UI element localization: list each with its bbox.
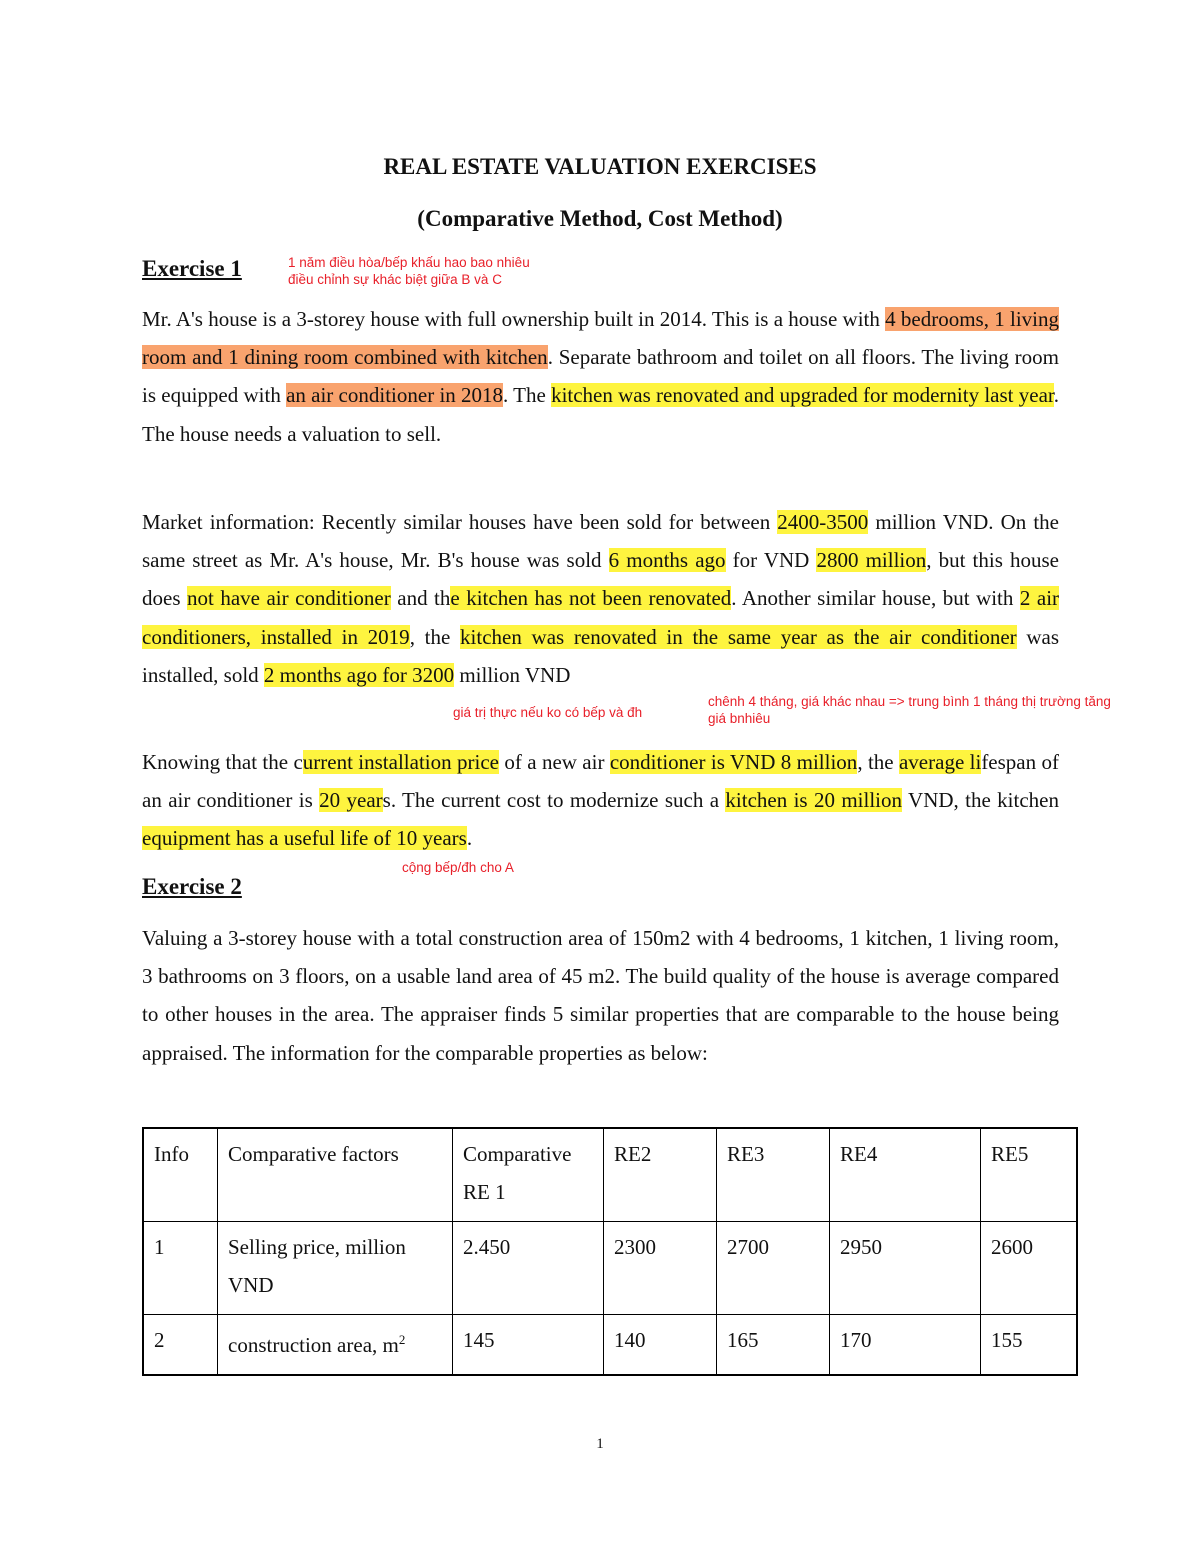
table-header-cell: Info bbox=[143, 1128, 218, 1222]
table-header-cell: RE3 bbox=[717, 1128, 830, 1222]
exercise-1-paragraph-3: Knowing that the current installation price of a new air conditioner is VND 8 million, the average lifespan of an air conditioner is 20 years. The current cost to modernize such a kitchen is 20 million VND, the kitchen equipment has a useful life of 10 years. bbox=[142, 750, 1059, 851]
table-cell: 2300 bbox=[604, 1222, 717, 1315]
highlight: kitchen was renovated and upgraded for modernity last year bbox=[551, 383, 1054, 408]
highlight: 20 year bbox=[319, 788, 383, 813]
table-cell: 165 bbox=[717, 1315, 830, 1376]
exercise-2-paragraph: Valuing a 3-storey house with a total construction area of 150m2 with 4 bedrooms, 1 kitchen, 1 living room, 3 bathrooms on 3 floors, on a usable land area of 45 m2. The build quality of the house is average compared to other houses in the area. The appraiser finds 5 similar properties that are comparable to the house being appraised. The information for the comparable properties as below: bbox=[142, 926, 1059, 1065]
table-cell: construction area, $m^2$ bbox=[218, 1315, 453, 1376]
exercise-2-heading: Exercise 2 bbox=[142, 874, 242, 899]
table-cell: 2600 bbox=[981, 1222, 1078, 1315]
highlight: 6 months ago bbox=[608, 548, 726, 573]
highlight: urrent installation price bbox=[302, 750, 499, 774]
table-header-cell: RE5 bbox=[981, 1128, 1078, 1222]
comment-note: 1 năm điều hòa/bếp khấu hao bao nhiêu bbox=[288, 255, 530, 270]
table-header-cell: RE4 bbox=[830, 1128, 981, 1222]
exercise-1-heading: Exercise 1 bbox=[142, 256, 242, 281]
highlight: e kitchen has not been renovated bbox=[450, 586, 732, 611]
table-header-cell: Comparative RE 1 bbox=[453, 1128, 604, 1222]
table-row bbox=[143, 1222, 1077, 1315]
table-cell: 2950 bbox=[830, 1222, 981, 1315]
table-cell: 155 bbox=[981, 1315, 1078, 1376]
highlight: 2400-3500 bbox=[777, 510, 869, 534]
comparison-table bbox=[142, 1127, 1078, 1376]
highlight: equipment has a useful life of 10 years bbox=[142, 826, 467, 851]
table-header-cell: Comparative factors bbox=[218, 1128, 453, 1222]
highlight: kitchen was renovated in the same year as the air conditioner bbox=[460, 624, 1017, 649]
table-header-row bbox=[143, 1128, 1077, 1222]
comment-note: giá trị thực nếu ko có bếp và đh bbox=[453, 705, 643, 720]
table-cell: 170 bbox=[830, 1315, 981, 1376]
table-cell: 1 bbox=[143, 1222, 218, 1315]
highlight: not have air conditioner bbox=[187, 586, 391, 611]
table-cell: Selling price, million VND bbox=[218, 1222, 453, 1315]
highlight: 2800 million bbox=[816, 548, 927, 573]
table-header-cell: RE2 bbox=[604, 1128, 717, 1222]
table-cell: 2700 bbox=[717, 1222, 830, 1315]
comment-note: cộng bếp/đh cho A bbox=[402, 860, 514, 875]
exercise-1-paragraph-2: Market information: Recently similar houses have been sold for between 2400-3500 million VND. On the same street as Mr. A's house, Mr. B's house was sold 6 months ago for VND 2800 million, but this house does not have air conditioner and the kitchen has not been renovated. Another similar house, but with 2 air conditioners, installed in 2019, the kitchen was renovated in the same year as the air conditioner was installed, sold 2 months ago for 3200 million VND bbox=[142, 510, 1060, 687]
page-title: REAL ESTATE VALUATION EXERCISES bbox=[383, 154, 817, 179]
table-row bbox=[143, 1315, 1077, 1376]
highlight: 2 air conditioners, installed in 2019 bbox=[142, 586, 1060, 649]
page-number: 1 bbox=[596, 1436, 604, 1452]
comment-note: điều chỉnh sự khác biệt giữa B và C bbox=[288, 272, 502, 287]
highlight: 4 bedrooms, 1 living room and 1 dining room combined with kitchen bbox=[142, 307, 1060, 370]
table-cell: 140 bbox=[604, 1315, 717, 1376]
highlight: kitchen is 20 million bbox=[725, 788, 903, 813]
exercise-1-paragraph-1: Mr. A's house is a 3-storey house with full ownership built in 2014. This is a house with 4 bedrooms, 1 living room and 1 dining room combined with kitchen. Separate bathroom and toilet on all floors. The living room is equipped with an air conditioner in 2018. The kitchen was renovated and upgraded for modernity last year. The house needs a valuation to sell. bbox=[142, 307, 1060, 446]
comment-note: giá bnhiêu bbox=[708, 711, 771, 726]
highlight: 2 months ago for 3200 bbox=[263, 662, 455, 687]
table-cell: 2 bbox=[143, 1315, 218, 1376]
table-cell: 2.450 bbox=[453, 1222, 604, 1315]
comment-note: chênh 4 tháng, giá khác nhau => trung bình 1 tháng thị trường tăng bbox=[708, 694, 1111, 709]
page-subtitle: (Comparative Method, Cost Method) bbox=[417, 206, 783, 231]
highlight: conditioner is VND 8 million bbox=[609, 750, 858, 774]
table-cell: 145 bbox=[453, 1315, 604, 1376]
highlight: an air conditioner in 2018 bbox=[286, 383, 504, 408]
highlight: average li bbox=[898, 750, 982, 774]
